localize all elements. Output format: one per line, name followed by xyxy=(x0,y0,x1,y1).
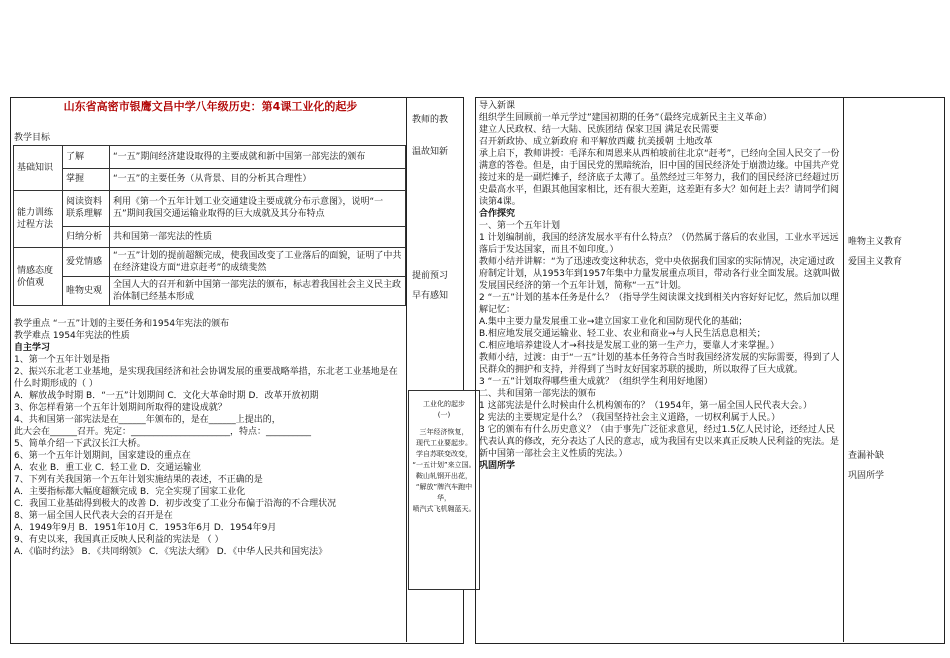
goal-text: 利用《第一个五年计划工业交通建设主要成就分布示意图》，说明“一五”期间我国交通运输业取得的巨大成就及其分布特点 xyxy=(110,191,406,227)
question-line: A．《临时约法》 B．《共同纲领》 C．《宪法大纲》 D．《中华人民共和国宪法》 xyxy=(14,547,328,557)
question-line: 4、共和国第一部宪法是在______年颁布的，是在______上提出的， xyxy=(14,415,281,425)
explore-line: 二、共和国第一部宪法的颁布 xyxy=(479,389,597,399)
goal-sub: 阅读资料联系理解 xyxy=(63,191,110,227)
explore-heading: 合作探究 xyxy=(479,209,516,219)
key-points: 教学重点 “一五”计划的主要任务和1954年宪法的颁布 xyxy=(14,319,230,329)
goal-sub: 归纳分析 xyxy=(63,226,110,247)
goal-cat: 情感态度价值观 xyxy=(14,248,63,306)
explore-line: C.相应地培养建设人才→科技是发展工业的第一生产力，要靠人才来掌握。） xyxy=(479,341,780,351)
side-ed1: 唯物主义教育 xyxy=(848,237,903,247)
explore-line: 1 这部宪法是什么时候由什么机构颁布的？（1954年，第一届全国人民代表大会。） xyxy=(479,401,812,411)
question-line: 6、第一个五年计划期间，国家建设的重点在 xyxy=(14,451,191,461)
question-line: A．主要指标都大幅度超额完成 B．完全实现了国家工业化 xyxy=(14,487,246,497)
explore-line: 3 “一五”计划取得哪些重大成就？（组织学生利用好地图） xyxy=(479,377,713,387)
intro-line: 承上启下，教师讲授：毛泽东和周恩来从西柏坡前往北京“赶考”，已经向全国人民交了一份满意的答卷。但是，由于国民党的黑暗统治，旧中国的国民经济处于崩溃边缘。中国共产党接过来的是一副烂摊子，经济底子太薄了。虽然经过三年努力，我们的国民经济已经超过历史最高水平，但跟其他国家相比，还有很大差距，这差距有多大？如何赶上去？请同学们阅读第4课。 xyxy=(479,149,840,207)
goal-cat: 基础知识 xyxy=(14,146,63,191)
question-line: 9、有史以来，我国真正反映人民利益的宪法是 （ ） xyxy=(14,535,224,545)
self-study-block xyxy=(14,318,406,558)
poem-box xyxy=(408,390,480,590)
label-teacher: 教师的教 xyxy=(412,115,449,125)
poem-line: 现代工业要起步。 xyxy=(416,439,472,447)
label-early: 早有感知 xyxy=(412,291,449,301)
left-divider xyxy=(406,97,407,642)
side-ed2: 爱国主义教育 xyxy=(848,257,903,267)
question-line: 7、下列有关我国第一个五年计划实施结果的表述，不正确的是 xyxy=(14,475,263,485)
difficult-points: 教学难点 1954年宪法的性质 xyxy=(14,331,130,341)
intro-line: 组织学生回顾前一单元学过”建国初期的任务”（最终完成新民主主义革命） xyxy=(479,113,772,123)
question-line: 此大会在______召开。宪定：______________________，特点：__________ xyxy=(14,427,312,437)
right-column xyxy=(479,100,841,472)
poem-line: “一五计划”来立国。 xyxy=(412,461,476,469)
right-divider xyxy=(843,97,844,642)
poem-title: 工业化的起步 xyxy=(423,400,465,408)
table-row xyxy=(14,191,406,227)
explore-line: 2 “一五”计划的基本任务是什么？（指导学生阅读课文找到相关内容好好记忆，然后加以理解记忆： xyxy=(479,293,839,315)
label-preview: 提前预习 xyxy=(412,271,449,281)
goals-table-wrap xyxy=(13,145,406,306)
table-row xyxy=(14,168,406,191)
question-line: A．解放战争时期 B．“一五”计划期间 C．文化大革命时期 D．改革开放初期 xyxy=(14,391,319,401)
goal-text: “一五”计划的提前超额完成，使我国改变了工业落后的面貌，证明了中共在经济建设方面“进京赶考”的成绩斐然 xyxy=(110,248,406,277)
intro-line: 召开新政协、成立新政府 和平解放西藏 抗美援朝 土地改革 xyxy=(479,137,713,147)
explore-line: 3 它的颁布有什么历史意义？（由于事先广泛征求意见，经过1.5亿人民讨论，还经过人民代表认真的修改，充分表达了人民的意志，成为我国有史以来真正反映人民利益的宪法。是新中国第一部社会主义性质的宪法。） xyxy=(479,425,840,459)
label-review: 温故知新 xyxy=(412,147,449,157)
consolidate-heading: 巩固所学 xyxy=(479,461,516,471)
goal-sub: 了解 xyxy=(63,146,110,169)
question-line: C．我国工业基础得到极大的改善 D．初步改变了工业分布偏于沿海的不合理状况 xyxy=(14,499,337,509)
question-line: A．1949年9月 B．1951年10月 C．1953年6月 D．1954年9月 xyxy=(14,523,277,533)
poem-line: 喷汽式飞机翱蓝天。 xyxy=(412,505,476,513)
goal-text: “一五”期间经济建设取得的主要成就和新中国第一部宪法的颁布 xyxy=(110,146,406,169)
poem-line: 鞍山轧钢开出花， xyxy=(416,472,472,480)
intro-heading: 导入新课 xyxy=(479,101,516,111)
explore-line: 一、第一个五年计划 xyxy=(479,221,561,231)
goal-text: “一五”的主要任务（从背景、目的分析其合理性） xyxy=(110,168,406,191)
table-row xyxy=(14,277,406,306)
question-line: 1、第一个五年计划是指 xyxy=(14,355,110,365)
poem-line: “解放”牌汽车跑中华， xyxy=(415,483,473,502)
left-column xyxy=(13,100,408,120)
goal-text: 共和国第一部宪法的性质 xyxy=(110,226,406,247)
explore-line: 教师小结，过渡：由于“一五”计划的基本任务符合当时我国经济发展的实际需要，得到了人民群众的拥护和支持，并得到了当时友好国家苏联的援助，所以取得了巨大成就。 xyxy=(479,353,840,375)
question-line: 5、简单介绍一下武汉长江大桥。 xyxy=(14,439,146,449)
poem-line: 三年经济恢复， xyxy=(419,428,469,436)
poem-line: 学自苏联变改变， xyxy=(416,450,472,458)
self-study-heading: 自主学习 xyxy=(14,343,51,353)
goals-heading: 教学目标 xyxy=(14,133,51,143)
explore-line: B.相应地发展交通运输业、轻工业、农业和商业→与人民生活息息相关； xyxy=(479,329,766,339)
intro-line: 建立人民政权、结一大陆、民族团结 保家卫国 满足农民需要 xyxy=(479,125,719,135)
goal-cat: 能力训练过程方法 xyxy=(14,191,63,248)
table-row xyxy=(14,226,406,247)
table-row xyxy=(14,146,406,169)
poem-num: (一) xyxy=(437,411,451,419)
question-line: 8、第一届全国人民代表大会的召开是在 xyxy=(14,511,173,521)
question-line: A．农业 B．重工业 C．轻工业 D．交通运输业 xyxy=(14,463,202,473)
explore-line: 2 宪法的主要规定是什么？（我国坚持社会主义道路，一切权利属于人民。） xyxy=(479,413,781,423)
explore-line: 1 计划编制前，我国的经济发展水平有什么特点？（仍然属于落后的农业国，工业水平远远落后于发达国家，而且不如印度。） xyxy=(479,233,839,255)
side-fill: 查漏补缺 xyxy=(848,451,885,461)
goal-sub: 爱党情感 xyxy=(63,248,110,277)
goal-sub: 唯物史观 xyxy=(63,277,110,306)
goal-sub: 掌握 xyxy=(63,168,110,191)
page-title: 山东省高密市银鹰文昌中学八年级历史：第4课工业化的起步 xyxy=(63,100,358,113)
goals-table xyxy=(13,145,406,306)
goal-text: 全国人大的召开和新中国第一部宪法的颁布，标志着我国社会主义民主政治体制已经基本形成 xyxy=(110,277,406,306)
explore-line: A.集中主要力量发展重工业→建立国家工业化和国防现代化的基础； xyxy=(479,317,748,327)
question-line: 2、振兴东北老工业基地，是实现我国经济和社会协调发展的重要战略举措，东北老工业基地是在什么时期形成的（ ） xyxy=(14,367,398,389)
explore-line: 教师小结并讲解：“为了迅速改变这种状态，党中央依据我们国家的实际情况，决定通过政府制定计划，从1953年到1957年集中力量发展重点项目，带动各行业全面发展。这就叫做发展国民经济的第一个五年计划，简称“一五”计划。 xyxy=(479,257,840,291)
table-row xyxy=(14,248,406,277)
side-consolidate: 巩固所学 xyxy=(848,471,885,481)
question-line: 3、你怎样看第一个五年计划期间所取得的建设成就？ xyxy=(14,403,227,413)
